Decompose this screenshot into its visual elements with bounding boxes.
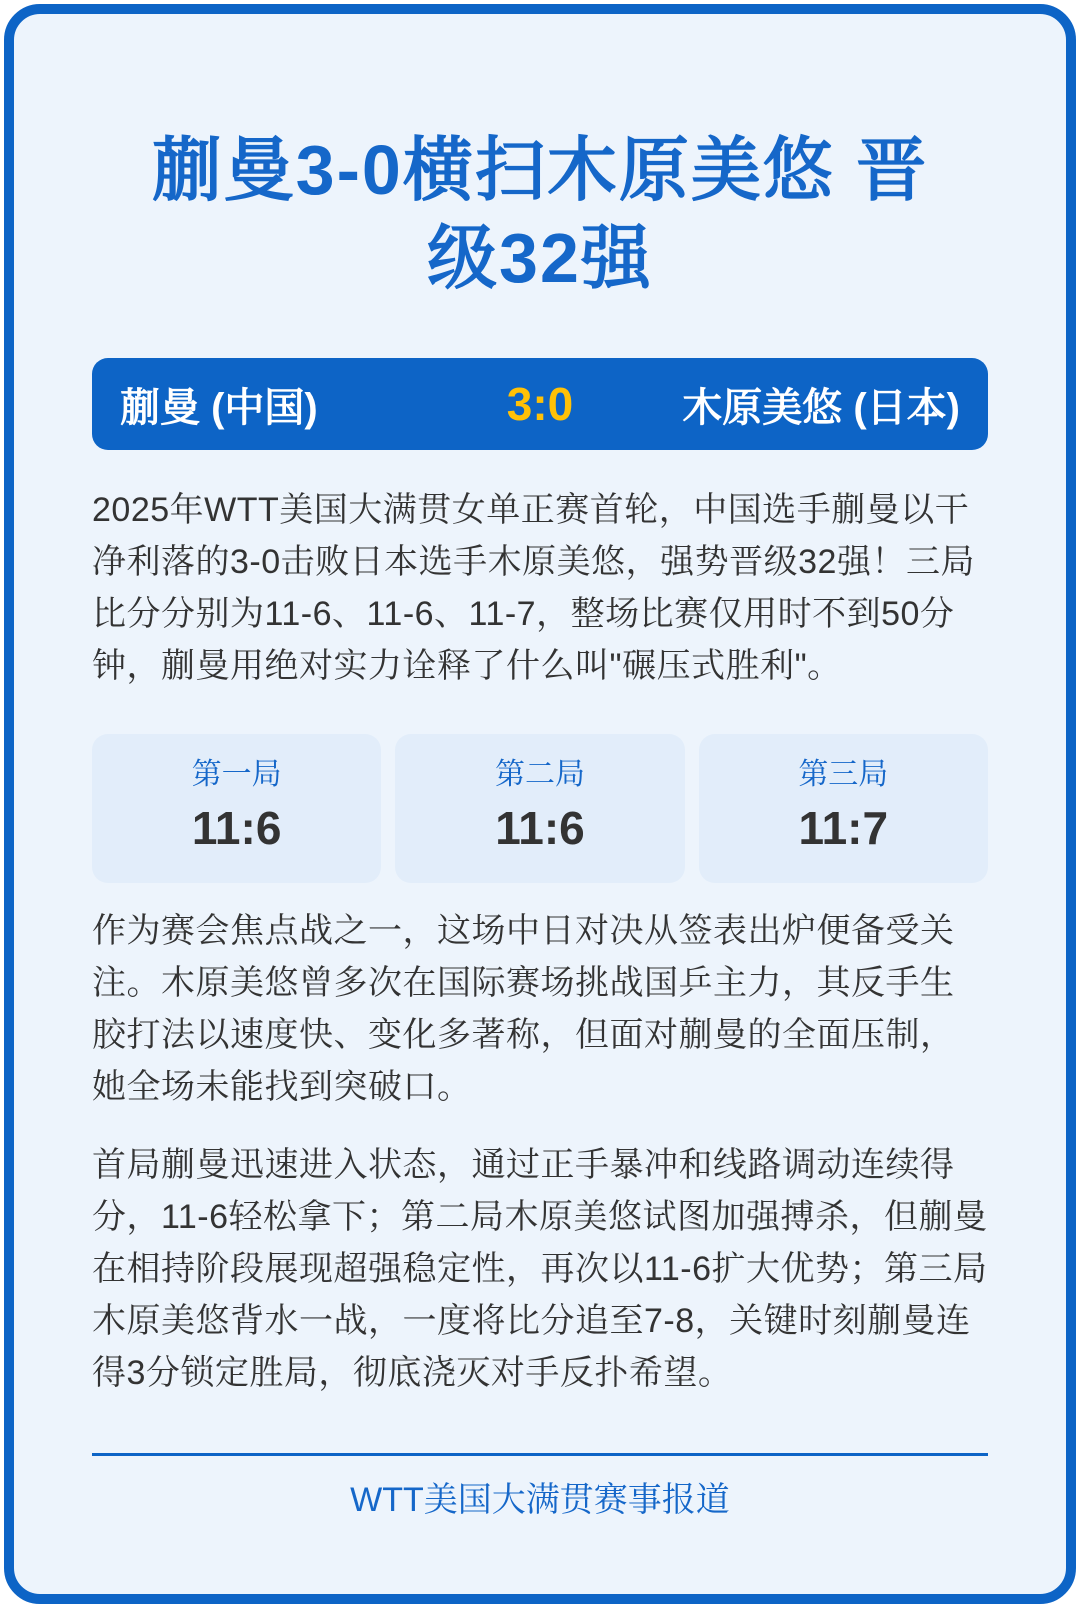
game-2-score: 11:6 (495, 802, 585, 854)
game-scores-row (92, 734, 988, 883)
game-1-label: 第一局 (191, 758, 282, 791)
article-title-line1: 蒯曼3-0横扫木原美悠 晋 (151, 131, 929, 209)
match-scoreboard (92, 358, 988, 450)
footer-divider (92, 1453, 988, 1456)
paragraph-match-summary: 2025年WTT美国大满贯女单正赛首轮，中国选手蒯曼以干净利落的3-0击败日本选手木原美悠，强势晋级32强！三局比分分别为11-6、11-6、11-7，整场比赛仅用时不到50分钟，蒯曼用绝对实力诠释了什么叫"碾压式胜利"。 (92, 491, 975, 685)
paragraph-match-background: 作为赛会焦点战之一，这场中日对决从签表出炉便备受关注。木原美悠曾多次在国际赛场挑战国乒主力，其反手生胶打法以速度快、变化多著称，但面对蒯曼的全面压制，她全场未能找到突破口。 (92, 912, 955, 1106)
game-3-score: 11:7 (798, 802, 889, 854)
article-title (92, 126, 988, 302)
game-2-label: 第二局 (494, 758, 585, 791)
match-score: 3:0 (506, 378, 574, 430)
paragraph-game-recap: 首局蒯曼迅速进入状态，通过正手暴冲和线路调动连续得分，11-6轻松拿下；第二局木原美悠试图加强搏杀，但蒯曼在相持阶段展现超强稳定性，再次以11-6扩大优势；第三局木原美悠背水一战，一度将比分追至7-8，关键时刻蒯曼连得3分锁定胜局，彻底浇灭对手反扑希望。 (92, 1146, 988, 1392)
source-label: WTT美国大满贯赛事报道 (350, 1481, 730, 1519)
player-name-right: 木原美悠 (日本) (682, 385, 961, 430)
article-card (4, 4, 1076, 1604)
game-3-label: 第三局 (798, 758, 889, 791)
game-box-1 (92, 734, 381, 883)
game-box-2 (395, 734, 684, 883)
player-name-left: 蒯曼 (中国) (120, 385, 318, 430)
game-1-score: 11:6 (191, 802, 282, 854)
article-title-line2: 级32强 (427, 219, 653, 297)
game-box-3 (699, 734, 988, 883)
